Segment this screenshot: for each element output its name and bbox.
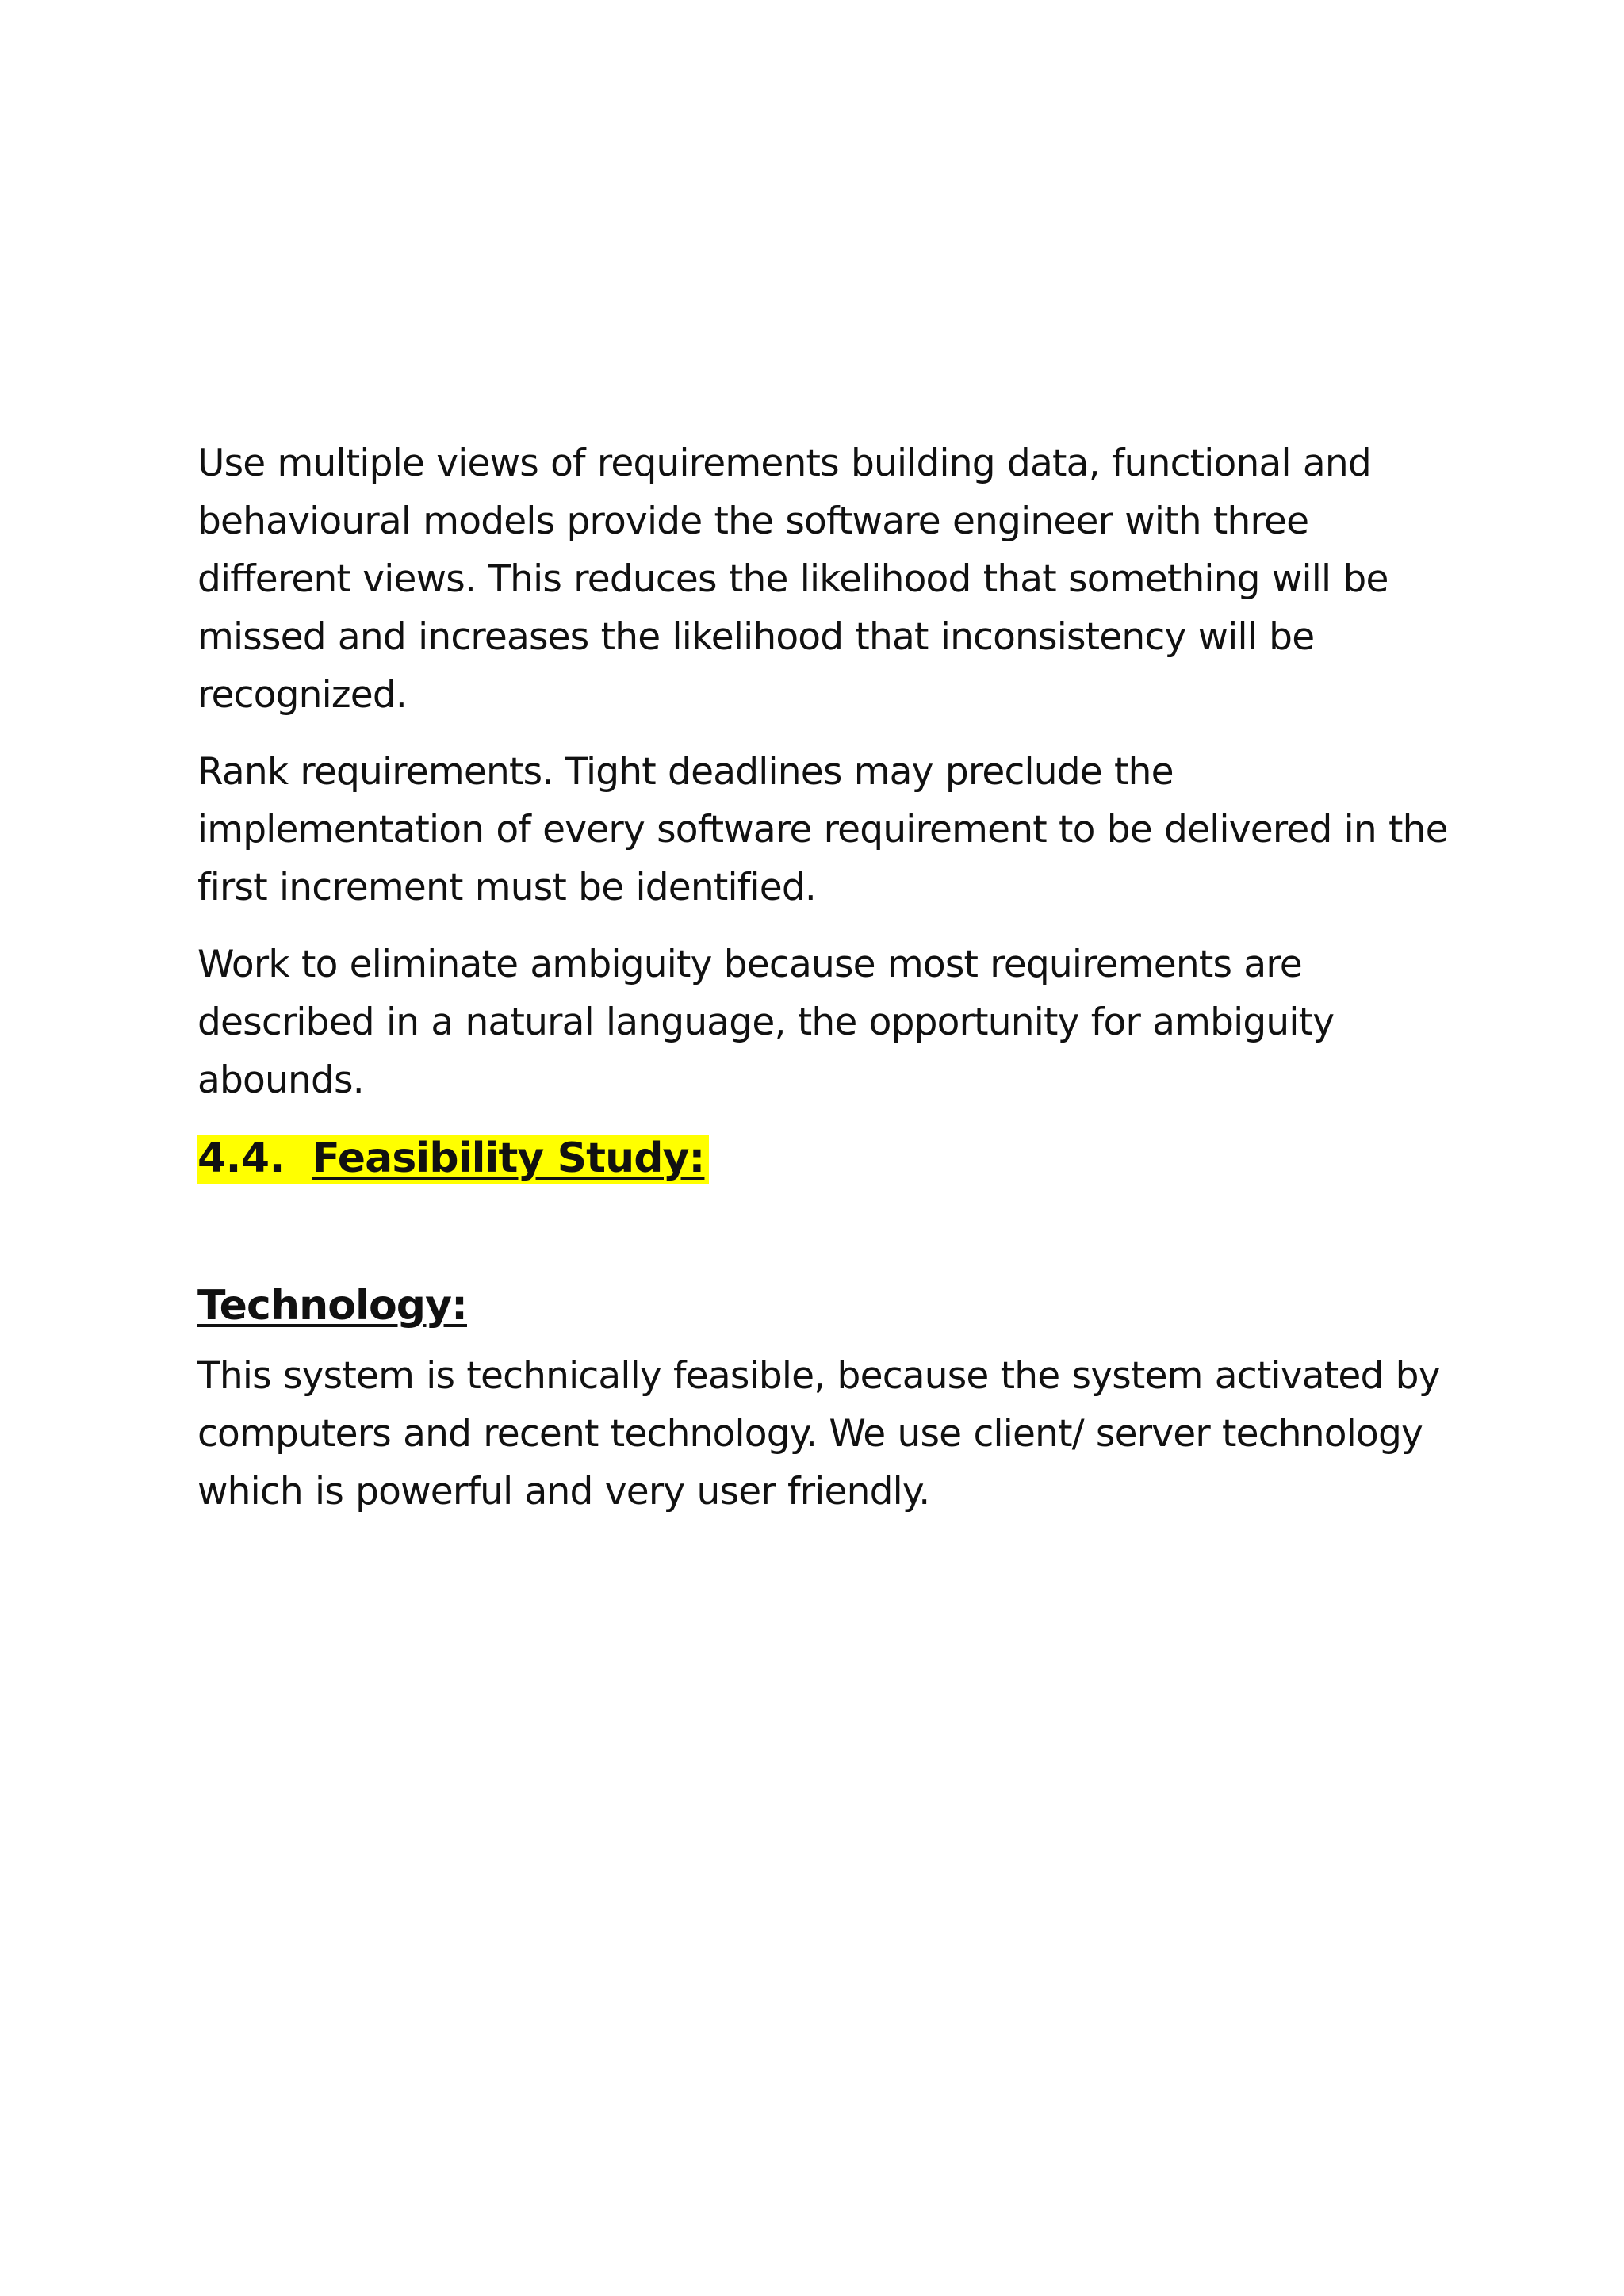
section-number: 4.4.: [197, 1135, 285, 1182]
paragraph-technology: This system is technically feasible, because the system activated by computers and recent technology. We use client/ server technology which is powerful and very user friendly.: [197, 1354, 1440, 1513]
paragraph-eliminate-ambiguity: Work to eliminate ambiguity because most requirements are described in a natural language, the opportunity for ambiguity abounds.: [197, 943, 1335, 1102]
section-title: Feasibility Study:: [312, 1135, 705, 1182]
paragraph-multiple-views: Use multiple views of requirements building data, functional and behavioural models provide the software engineer with three different views. This reduces the likelihood that something will be missed and increases the likelihood that inconsistency will be recognized.: [197, 442, 1388, 717]
section-heading-highlight: [197, 1135, 709, 1184]
page-content: [197, 434, 1450, 1540]
section-heading-feasibility-study: [197, 1128, 1450, 1188]
subsection-heading-technology: Technology:: [197, 1282, 467, 1330]
paragraph-rank-requirements: Rank requirements. Tight deadlines may preclude the implementation of every software requirement to be delivered in the first increment must be identified.: [197, 750, 1448, 909]
